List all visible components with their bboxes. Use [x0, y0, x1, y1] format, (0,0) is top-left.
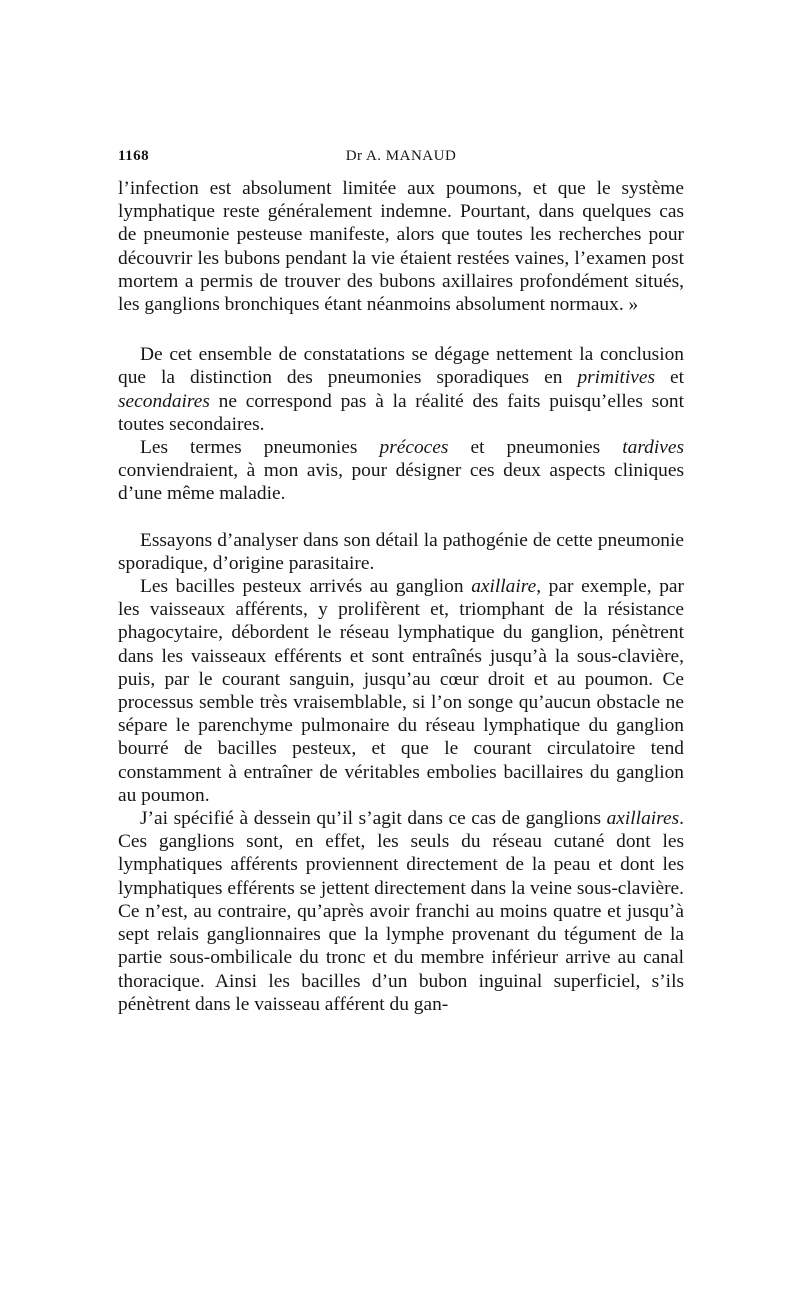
paragraph-continuation: l’infection est absolument limitée aux poumons, et que le système lymphatique reste généralement indemne. Pourtant, dans quelques cas de pneumonie pesteuse manifeste, alors que toutes les recherches pour découvrir les bubons pendant la vie étaient restées vaines, l’examen post mortem a permis de trouver des bubons axillaires profondément situés, les ganglions bronchiques étant néanmoins absolument normaux. »	[118, 178, 684, 316]
paragraph-conclusion: De cet ensemble de constatations se dégage nettement la conclusion que la distinction des pneumonies sporadiques en primitives et secondaires ne correspond pas à la réalité des faits puisqu’elles sont toutes secondaires.	[118, 344, 685, 435]
body-text	[118, 177, 684, 1016]
term-axillaire: axillaire	[471, 576, 537, 598]
paragraph-ganglions: J’ai spécifié à dessein qu’il s’agit dans ce cas de ganglions axillaires. Ces ganglions sont, en effet, les seuls du réseau cutané dont les lymphatiques afférents proviennent directement de la peau et dont les lymphatiques efférents se jettent directement dans la veine sous-clavière. Ce n’est, au contraire, qu’après avoir franchi au moins quatre et jusqu’à sept relais ganglionnaires que la lymphe provenant du tégument de la partie sous-ombilicale du tronc et du membre inférieur arrive au canal thoracique. Ainsi les bacilles d’un bubon inguinal superficiel, s’ils pénètrent dans le vaisseau afférent du gan-	[118, 808, 684, 1015]
term-precoces: précoces	[379, 437, 449, 459]
running-title: Dr A. MANAUD	[345, 148, 457, 164]
term-primitives: primitives	[577, 367, 655, 389]
page-header	[118, 148, 684, 174]
page-number: 1168	[118, 148, 150, 164]
paragraph-bacilles: Les bacilles pesteux arrivés au ganglion axillaire, par exemple, par les vaisseaux afférents, y prolifèrent et, triomphant de la résistance phagocytaire, débordent le réseau lymphatique du ganglion, pénètrent dans les vaisseaux efférents et sont entraînés jusqu’à la sous-clavière, puis, par le courant sanguin, jusqu’au cœur droit et au poumon. Ce processus semble très vraisemblable, si l’on songe qu’aucun obstacle ne sépare le parenchyme pulmonaire du réseau lymphatique du ganglion bourré de bacilles pesteux, et que le courant circulatoire tend constamment à entraîner de véritables embolies bacillaires du ganglion au poumon.	[118, 576, 684, 806]
term-axillaires: axillaires	[606, 808, 680, 830]
paragraph-gap	[118, 316, 684, 343]
term-tardives: tardives	[622, 437, 684, 459]
book-page	[118, 148, 684, 1016]
paragraph-analysis: Essayons d’analyser dans son détail la pathogénie de cette pneumonie sporadique, d’origine parasitaire.	[118, 529, 684, 574]
term-secondaires: secondaires	[118, 390, 210, 412]
paragraph-gap	[118, 506, 684, 529]
paragraph-terms: Les termes pneumonies précoces et pneumonies tardives conviendraient, à mon avis, pour désigner ces deux aspects cliniques d’une même maladie.	[118, 437, 684, 505]
